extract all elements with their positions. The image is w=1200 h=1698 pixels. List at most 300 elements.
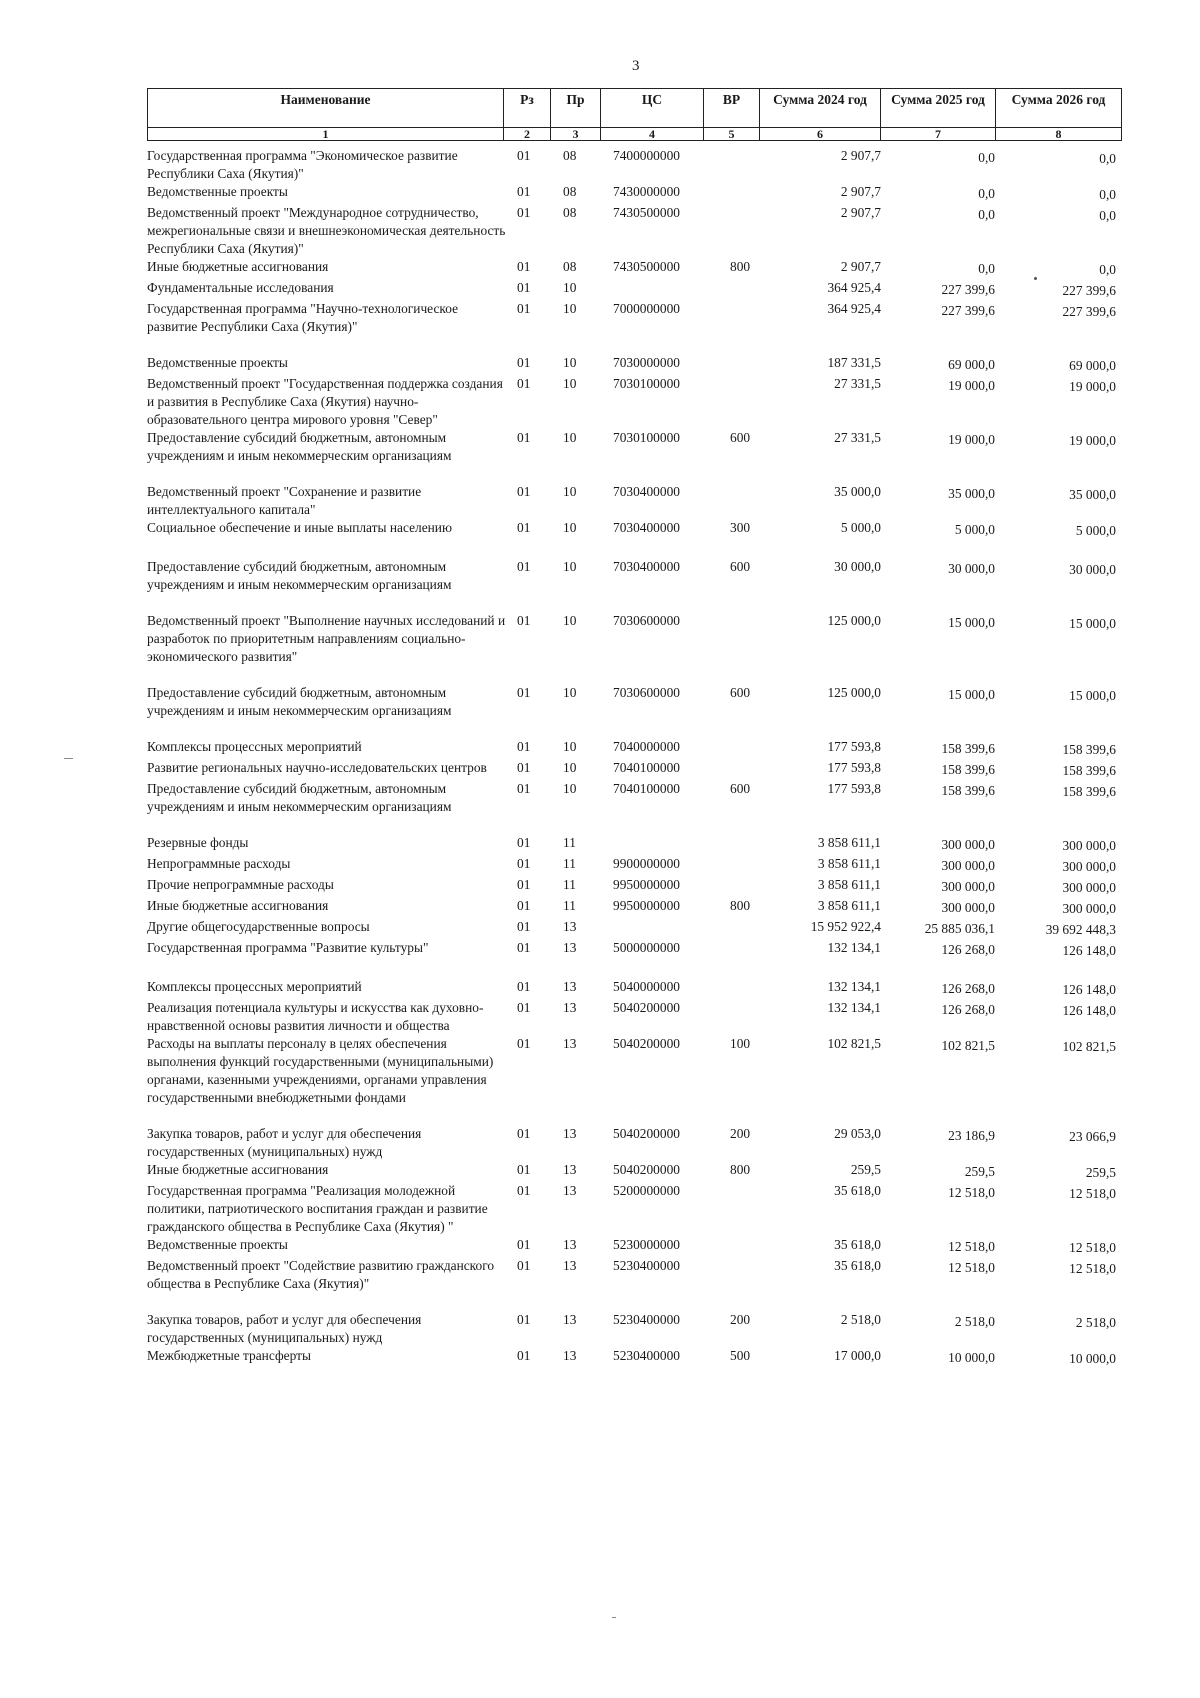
row-name: Ведомственные проекты — [147, 184, 288, 199]
row-sum-2025: 126 268,0 — [941, 981, 995, 996]
row-pr: 13 — [563, 940, 577, 955]
row-sum-2024: 27 331,5 — [834, 376, 881, 391]
row-sum-2024: 17 000,0 — [834, 1348, 881, 1363]
row-sum-2026: 0,0 — [1099, 187, 1116, 202]
row-sum-2025: 12 518,0 — [948, 1260, 995, 1275]
row-name: Государственная программа "Развитие культуры" — [147, 940, 429, 955]
row-rz: 01 — [517, 1258, 531, 1273]
row-sum-2026: 69 000,0 — [1069, 358, 1116, 373]
row-sum-2025: 15 000,0 — [948, 687, 995, 702]
row-sum-2024: 132 134,1 — [827, 979, 881, 994]
row-sum-2026: 15 000,0 — [1069, 688, 1116, 703]
row-pr: 13 — [563, 1348, 577, 1363]
table-row — [147, 279, 1121, 300]
row-name: Закупка товаров, работ и услуг для обеспечения государственных (муниципальных) нужд — [147, 1126, 422, 1159]
row-pr: 10 — [563, 760, 577, 775]
table-row — [147, 1161, 1121, 1182]
row-cs: 5230400000 — [613, 1348, 680, 1363]
row-name: Расходы на выплаты персоналу в целях обеспечения выполнения функций государственными (муниципальными) органами, казенными учреждениями, органами управления государственными внебюджетными фондами — [147, 1036, 494, 1105]
row-name: Ведомственный проект "Содействие развитию гражданского общества в Республике Саха (Якутия)" — [147, 1258, 495, 1291]
row-sum-2024: 132 134,1 — [827, 1000, 881, 1015]
row-cs: 7040000000 — [613, 739, 680, 754]
row-rz: 01 — [517, 184, 531, 199]
row-sum-2025: 102 821,5 — [941, 1038, 995, 1053]
row-sum-2024: 27 331,5 — [834, 430, 881, 445]
row-name: Ведомственный проект "Выполнение научных исследований и разработок по приоритетным направлениям социально-экономического развития" — [147, 613, 506, 664]
table-row — [147, 834, 1121, 855]
row-rz: 01 — [517, 484, 531, 499]
row-name: Предоставление субсидий бюджетным, автономным учреждениям и иным некоммерческим организациям — [147, 781, 452, 814]
row-rz: 01 — [517, 1162, 531, 1177]
row-name: Прочие непрограммные расходы — [147, 877, 334, 892]
row-sum-2026: 227 399,6 — [1062, 304, 1116, 319]
row-cs: 5230400000 — [613, 1312, 680, 1327]
row-sum-2026: 158 399,6 — [1062, 784, 1116, 799]
row-rz: 01 — [517, 520, 531, 535]
row-sum-2024: 2 518,0 — [840, 1312, 881, 1327]
row-sum-2025: 158 399,6 — [941, 762, 995, 777]
row-cs: 7030000000 — [613, 355, 680, 370]
row-sum-2024: 177 593,8 — [827, 781, 881, 796]
row-sum-2024: 125 000,0 — [827, 613, 881, 628]
row-sum-2026: 300 000,0 — [1062, 901, 1116, 916]
table-row — [147, 1347, 1121, 1368]
row-vr: 800 — [730, 259, 751, 274]
row-pr: 10 — [563, 280, 577, 295]
row-rz: 01 — [517, 877, 531, 892]
row-vr: 800 — [730, 898, 751, 913]
row-vr — [730, 939, 786, 978]
row-vr — [730, 1236, 786, 1257]
row-cs: 5040200000 — [613, 1162, 680, 1177]
row-pr: 13 — [563, 1162, 577, 1177]
row-name: Государственная программа "Экономическое развитие Республики Саха (Якутия)" — [147, 148, 458, 181]
row-sum-2026: 12 518,0 — [1069, 1186, 1116, 1201]
row-cs: 7430500000 — [613, 259, 680, 274]
margin-mark — [612, 1617, 616, 1618]
row-pr: 08 — [563, 259, 577, 274]
row-cs: 7030600000 — [613, 613, 680, 628]
row-sum-2024: 102 821,5 — [827, 1036, 881, 1051]
table-row — [147, 429, 1121, 483]
row-sum-2026: 30 000,0 — [1069, 562, 1116, 577]
row-vr — [730, 999, 786, 1035]
table-row — [147, 1236, 1121, 1257]
row-pr: 13 — [563, 1312, 577, 1327]
row-sum-2025: 19 000,0 — [948, 378, 995, 393]
row-rz: 01 — [517, 259, 531, 274]
table-row — [147, 1311, 1121, 1347]
row-name: Резервные фонды — [147, 835, 249, 850]
row-name: Ведомственные проекты — [147, 355, 288, 370]
row-vr — [730, 876, 786, 897]
row-sum-2026: 259,5 — [1085, 1165, 1116, 1180]
table-row — [147, 1257, 1121, 1311]
row-sum-2024: 29 053,0 — [834, 1126, 881, 1141]
row-pr: 13 — [563, 1237, 577, 1252]
column-number: 7 — [881, 128, 996, 141]
row-sum-2025: 12 518,0 — [948, 1239, 995, 1254]
row-pr: 10 — [563, 484, 577, 499]
row-vr — [730, 918, 786, 939]
row-sum-2024: 364 925,4 — [827, 301, 881, 316]
row-sum-2025: 2 518,0 — [954, 1314, 995, 1329]
row-rz: 01 — [517, 148, 531, 163]
row-sum-2024: 2 907,7 — [840, 205, 881, 220]
row-name: Реализация потенциала культуры и искусства как духовно-нравственной основы развития личности и общества — [147, 1000, 484, 1033]
row-sum-2024: 187 331,5 — [827, 355, 881, 370]
table-row — [147, 738, 1121, 759]
column-number: 6 — [760, 128, 881, 141]
row-vr: 100 — [730, 1036, 751, 1051]
row-vr: 600 — [730, 430, 751, 445]
row-sum-2024: 177 593,8 — [827, 760, 881, 775]
row-rz: 01 — [517, 280, 531, 295]
row-name: Предоставление субсидий бюджетным, автономным учреждениям и иным некоммерческим организациям — [147, 685, 452, 718]
row-rz: 01 — [517, 1183, 531, 1198]
row-sum-2026: 300 000,0 — [1062, 859, 1116, 874]
row-name: Комплексы процессных мероприятий — [147, 979, 362, 994]
row-sum-2024: 2 907,7 — [840, 259, 881, 274]
table-row — [147, 759, 1121, 780]
row-sum-2025: 25 885 036,1 — [924, 921, 995, 936]
row-vr: 300 — [730, 520, 751, 535]
row-sum-2025: 300 000,0 — [941, 879, 995, 894]
row-name: Комплексы процессных мероприятий — [147, 739, 362, 754]
row-sum-2024: 3 858 611,1 — [817, 856, 881, 871]
row-cs: 9900000000 — [613, 856, 680, 871]
header-pr: Пр — [551, 89, 601, 128]
row-sum-2026: 2 518,0 — [1075, 1315, 1116, 1330]
row-cs: 7430500000 — [613, 205, 680, 220]
row-pr: 10 — [563, 301, 577, 316]
column-number: 8 — [996, 128, 1122, 141]
row-rz: 01 — [517, 1312, 531, 1327]
row-cs: 5200000000 — [613, 1183, 680, 1198]
row-name: Ведомственный проект "Международное сотрудничество, межрегиональные связи и внешнеэкономическая деятельность Республики Саха (Якутия)" — [147, 205, 506, 256]
row-sum-2024: 259,5 — [850, 1162, 881, 1177]
row-vr: 600 — [730, 685, 751, 700]
row-cs: 7030600000 — [613, 685, 680, 700]
row-cs: 5230400000 — [613, 1258, 680, 1273]
table-row — [147, 684, 1121, 738]
row-sum-2025: 158 399,6 — [941, 741, 995, 756]
row-sum-2026: 126 148,0 — [1062, 1003, 1116, 1018]
row-sum-2024: 15 952 922,4 — [810, 919, 881, 934]
row-vr — [730, 354, 786, 375]
row-name: Фундаментальные исследования — [147, 280, 334, 295]
row-name: Иные бюджетные ассигнования — [147, 259, 329, 274]
row-sum-2025: 19 000,0 — [948, 432, 995, 447]
row-vr: 800 — [730, 1162, 751, 1177]
row-vr: 200 — [730, 1312, 751, 1327]
header-cs: ЦС — [601, 89, 704, 128]
row-sum-2025: 126 268,0 — [941, 1002, 995, 1017]
row-sum-2026: 0,0 — [1099, 208, 1116, 223]
row-pr: 08 — [563, 205, 577, 220]
row-pr: 10 — [563, 355, 577, 370]
row-rz: 01 — [517, 1000, 531, 1015]
row-sum-2024: 3 858 611,1 — [817, 835, 881, 850]
row-vr — [730, 279, 786, 300]
row-sum-2026: 126 148,0 — [1062, 943, 1116, 958]
table-row — [147, 1125, 1121, 1161]
row-sum-2026: 5 000,0 — [1075, 523, 1116, 538]
row-name: Закупка товаров, работ и услуг для обеспечения государственных (муниципальных) нужд — [147, 1312, 422, 1345]
row-vr: 200 — [730, 1126, 751, 1141]
table-row — [147, 519, 1121, 558]
row-sum-2024: 3 858 611,1 — [817, 898, 881, 913]
row-sum-2024: 364 925,4 — [827, 280, 881, 295]
row-vr — [730, 204, 786, 258]
row-sum-2026: 300 000,0 — [1062, 838, 1116, 853]
row-sum-2024: 30 000,0 — [834, 559, 881, 574]
row-pr: 13 — [563, 1126, 577, 1141]
row-cs: 9950000000 — [613, 898, 680, 913]
row-cs — [613, 279, 730, 300]
row-name: Другие общегосударственные вопросы — [147, 919, 370, 934]
row-sum-2026: 23 066,9 — [1069, 1129, 1116, 1144]
row-cs: 7430000000 — [613, 184, 680, 199]
row-pr: 13 — [563, 919, 577, 934]
row-rz: 01 — [517, 940, 531, 955]
row-sum-2026: 0,0 — [1099, 262, 1116, 277]
row-sum-2026: 158 399,6 — [1062, 763, 1116, 778]
table-row — [147, 483, 1121, 519]
row-sum-2026: 12 518,0 — [1069, 1261, 1116, 1276]
column-number: 4 — [601, 128, 704, 141]
row-sum-2024: 35 618,0 — [834, 1258, 881, 1273]
row-pr: 10 — [563, 559, 577, 574]
row-vr: 600 — [730, 559, 751, 574]
table-row — [147, 780, 1121, 834]
row-rz: 01 — [517, 760, 531, 775]
row-rz: 01 — [517, 781, 531, 796]
row-sum-2026: 300 000,0 — [1062, 880, 1116, 895]
table-row — [147, 978, 1121, 999]
row-pr: 08 — [563, 148, 577, 163]
row-sum-2024: 35 000,0 — [834, 484, 881, 499]
row-pr: 10 — [563, 739, 577, 754]
row-cs: 9950000000 — [613, 877, 680, 892]
row-sum-2025: 5 000,0 — [954, 522, 995, 537]
row-vr — [730, 1182, 786, 1236]
row-rz: 01 — [517, 919, 531, 934]
row-sum-2025: 0,0 — [978, 150, 995, 165]
row-sum-2025: 0,0 — [978, 207, 995, 222]
row-cs: 7040100000 — [613, 781, 680, 796]
row-pr: 11 — [563, 877, 576, 892]
header-sum-2025: Сумма 2025 год — [881, 89, 996, 128]
row-sum-2026: 39 692 448,3 — [1045, 922, 1116, 937]
row-pr: 10 — [563, 376, 577, 391]
row-name: Государственная программа "Научно-технологическое развитие Республики Саха (Якутия)" — [147, 301, 459, 334]
row-pr: 10 — [563, 520, 577, 535]
row-vr — [730, 759, 786, 780]
budget-table — [147, 147, 1121, 1368]
row-cs: 7030100000 — [613, 430, 680, 445]
row-sum-2024: 2 907,7 — [840, 184, 881, 199]
row-cs: 5000000000 — [613, 940, 680, 955]
row-name: Ведомственный проект "Сохранение и развитие интеллектуального капитала" — [147, 484, 422, 517]
table-row — [147, 612, 1121, 684]
row-name: Иные бюджетные ассигнования — [147, 1162, 329, 1177]
table-row — [147, 204, 1121, 258]
table-row — [147, 147, 1121, 183]
row-cs: 7030400000 — [613, 559, 680, 574]
row-rz: 01 — [517, 1237, 531, 1252]
row-sum-2025: 300 000,0 — [941, 900, 995, 915]
row-sum-2024: 177 593,8 — [827, 739, 881, 754]
row-sum-2025: 30 000,0 — [948, 561, 995, 576]
row-rz: 01 — [517, 205, 531, 220]
row-cs: 7040100000 — [613, 760, 680, 775]
row-rz: 01 — [517, 979, 531, 994]
column-number: 3 — [551, 128, 601, 141]
row-cs: 5040000000 — [613, 979, 680, 994]
row-rz: 01 — [517, 685, 531, 700]
row-sum-2026: 158 399,6 — [1062, 742, 1116, 757]
header-vr: ВР — [704, 89, 760, 128]
table-row — [147, 300, 1121, 354]
table-row — [147, 876, 1121, 897]
row-name: Непрограммные расходы — [147, 856, 291, 871]
row-vr — [730, 612, 786, 684]
row-sum-2025: 15 000,0 — [948, 615, 995, 630]
row-sum-2025: 23 186,9 — [948, 1128, 995, 1143]
row-sum-2026: 10 000,0 — [1069, 1351, 1116, 1366]
row-name: Иные бюджетные ассигнования — [147, 898, 329, 913]
row-name: Ведомственный проект "Государственная поддержка создания и развития в Республике Саха (Якутия) научно-образовательного центра мирового уровня "Север" — [147, 376, 503, 427]
row-pr: 13 — [563, 1183, 577, 1198]
row-sum-2025: 126 268,0 — [941, 942, 995, 957]
table-row — [147, 258, 1121, 279]
row-sum-2025: 300 000,0 — [941, 858, 995, 873]
row-cs: 5040200000 — [613, 1000, 680, 1015]
row-cs: 5230000000 — [613, 1237, 680, 1252]
row-pr: 11 — [563, 898, 576, 913]
table-row — [147, 999, 1121, 1035]
table-row — [147, 918, 1121, 939]
row-rz: 01 — [517, 301, 531, 316]
row-name: Государственная программа "Реализация молодежной политики, патриотического воспитания граждан и развитие гражданского общества в Республике Саха (Якутия) " — [147, 1183, 488, 1234]
row-pr: 13 — [563, 1000, 577, 1015]
header-sum-2024: Сумма 2024 год — [760, 89, 881, 128]
row-sum-2025: 227 399,6 — [941, 303, 995, 318]
row-sum-2026: 12 518,0 — [1069, 1240, 1116, 1255]
row-sum-2024: 35 618,0 — [834, 1237, 881, 1252]
row-vr — [730, 483, 786, 519]
table-row — [147, 375, 1121, 429]
row-pr: 10 — [563, 430, 577, 445]
row-sum-2026: 126 148,0 — [1062, 982, 1116, 997]
row-name: Предоставление субсидий бюджетным, автономным учреждениям и иным некоммерческим организациям — [147, 430, 452, 463]
row-sum-2026: 227 399,6 — [1062, 283, 1116, 298]
page-number: 3 — [632, 58, 640, 74]
row-rz: 01 — [517, 898, 531, 913]
row-sum-2026: 102 821,5 — [1062, 1039, 1116, 1054]
column-number: 5 — [704, 128, 760, 141]
row-sum-2026: 15 000,0 — [1069, 616, 1116, 631]
row-pr: 10 — [563, 685, 577, 700]
table-row — [147, 939, 1121, 978]
row-vr — [730, 978, 786, 999]
row-cs: 7400000000 — [613, 148, 680, 163]
margin-mark — [64, 758, 73, 759]
row-cs: 7030400000 — [613, 520, 680, 535]
row-sum-2025: 10 000,0 — [948, 1350, 995, 1365]
row-vr — [730, 834, 786, 855]
row-cs: 7030400000 — [613, 484, 680, 499]
row-rz: 01 — [517, 613, 531, 628]
row-vr — [730, 738, 786, 759]
row-sum-2026: 0,0 — [1099, 151, 1116, 166]
row-vr — [730, 147, 786, 183]
scan-speck — [1034, 277, 1037, 280]
table-row — [147, 897, 1121, 918]
row-vr: 600 — [730, 781, 751, 796]
row-pr: 10 — [563, 613, 577, 628]
row-cs — [613, 918, 730, 939]
row-cs — [613, 834, 730, 855]
row-sum-2026: 35 000,0 — [1069, 487, 1116, 502]
table-row — [147, 354, 1121, 375]
row-rz: 01 — [517, 1348, 531, 1363]
row-sum-2024: 125 000,0 — [827, 685, 881, 700]
row-rz: 01 — [517, 559, 531, 574]
row-sum-2024: 132 134,1 — [827, 940, 881, 955]
row-name: Межбюджетные трансферты — [147, 1348, 311, 1363]
row-rz: 01 — [517, 376, 531, 391]
row-rz: 01 — [517, 1036, 531, 1051]
row-pr: 10 — [563, 781, 577, 796]
row-pr: 11 — [563, 835, 576, 850]
row-rz: 01 — [517, 355, 531, 370]
row-rz: 01 — [517, 835, 531, 850]
row-sum-2025: 259,5 — [964, 1164, 995, 1179]
row-pr: 11 — [563, 856, 576, 871]
row-sum-2024: 3 858 611,1 — [817, 877, 881, 892]
row-name: Ведомственные проекты — [147, 1237, 288, 1252]
row-rz: 01 — [517, 430, 531, 445]
row-vr: 500 — [730, 1348, 751, 1363]
row-vr — [730, 855, 786, 876]
row-sum-2025: 300 000,0 — [941, 837, 995, 852]
row-sum-2024: 2 907,7 — [840, 148, 881, 163]
row-sum-2025: 12 518,0 — [948, 1185, 995, 1200]
row-name: Развитие региональных научно-исследовательских центров — [147, 760, 487, 775]
table-row — [147, 1182, 1121, 1236]
column-number: 1 — [148, 128, 504, 141]
row-sum-2024: 5 000,0 — [840, 520, 881, 535]
row-sum-2025: 158 399,6 — [941, 783, 995, 798]
row-vr — [730, 1257, 786, 1311]
header-name: Наименование — [148, 89, 504, 128]
row-name: Социальное обеспечение и иные выплаты населению — [147, 520, 452, 535]
column-number: 2 — [504, 128, 551, 141]
row-sum-2026: 19 000,0 — [1069, 379, 1116, 394]
row-sum-2026: 19 000,0 — [1069, 433, 1116, 448]
row-vr — [730, 300, 786, 354]
header-rz: Рз — [504, 89, 551, 128]
row-cs: 5040200000 — [613, 1126, 680, 1141]
row-vr — [730, 375, 786, 429]
table-header — [147, 88, 1122, 141]
row-vr — [730, 183, 786, 204]
row-rz: 01 — [517, 1126, 531, 1141]
row-rz: 01 — [517, 739, 531, 754]
row-cs: 5040200000 — [613, 1036, 680, 1051]
